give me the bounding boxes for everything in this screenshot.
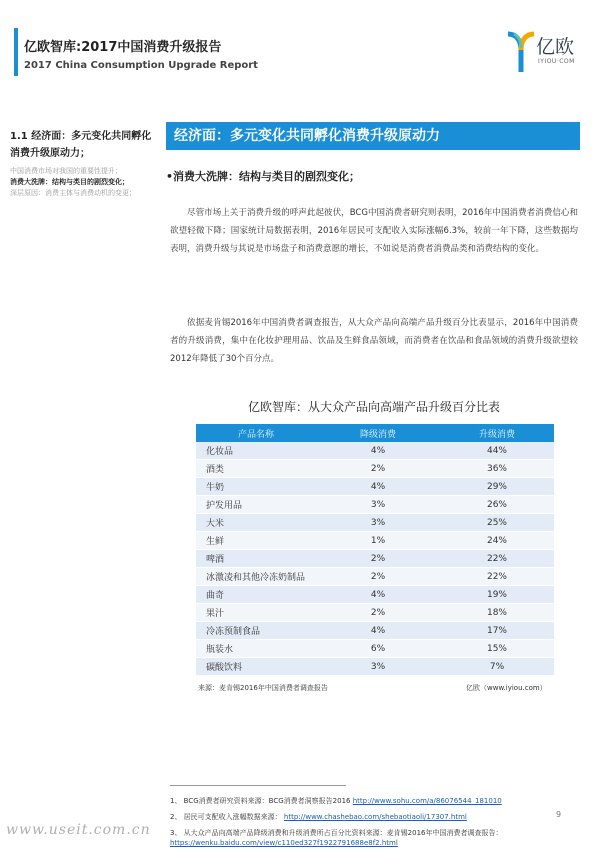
sidebar-item-importance: 中国消费市场对我国的重要性提升； [10, 167, 122, 175]
logo-mark-icon [506, 30, 536, 74]
cell-product: 曲奇 [196, 586, 316, 604]
cell-product: 冰激凌和其他冷冻奶制品 [196, 568, 316, 586]
table-row [196, 568, 554, 586]
cell-upgrade: 18% [440, 604, 554, 622]
cell-upgrade: 22% [440, 568, 554, 586]
table-row [196, 460, 554, 478]
table-row [196, 586, 554, 604]
cell-upgrade: 19% [440, 586, 554, 604]
sidebar-item-root-cause: 深层原因：消费主体与消费动机的变更； [10, 189, 136, 197]
footnote-2 [170, 812, 467, 822]
iyiou-logo [506, 30, 586, 74]
sidebar-heading-line2: 消费升级原动力； [10, 148, 90, 159]
table-row [196, 658, 554, 676]
table-row [196, 640, 554, 658]
cell-downgrade: 3% [316, 514, 440, 532]
section-banner: 经济面：多元变化共同孵化消费升级原动力 [166, 122, 580, 150]
paragraph-2: 依据麦肯锡2016年中国消费者调查报告，从大众产品向高端产品升级百分比表显示，2016年中国消费者的升级消费，集中在化妆护理用品、饮品及生鲜食品领域，而消费者在饮品和食品领域的消费升级欲望较2012年降低了30个百分点。 [170, 318, 578, 364]
table-row [196, 442, 554, 460]
cell-product: 大米 [196, 514, 316, 532]
watermark: www.useit.com.cn [6, 822, 151, 838]
sidebar-item-reshuffle: 消费大洗牌：结构与类目的剧烈变化； [10, 178, 129, 186]
paragraph-1: 尽管市场上关于消费升级的呼声此起彼伏，BCG中国消费者研究则表明，2016年中国消费者消费信心和欲望轻微下降；国家统计局数据表明，2016年居民可支配收入实际涨幅6.3%，较前一年下降，这些数据均表明，消费升级与其说是市场盘子和消费意愿的增长，不如说是消费者消费品类和消费结构的变化。 [170, 208, 578, 254]
table-header-row [196, 424, 554, 442]
footnote-3-text: 3、 从大众产品向高端产品降级消费和升级消费所占百分比资料来源：麦肯锡2016年中国消费者调查报告： [170, 829, 503, 837]
cell-product: 碳酸饮料 [196, 658, 316, 676]
cell-upgrade: 25% [440, 514, 554, 532]
header-accent-bar [14, 28, 18, 76]
cell-downgrade: 1% [316, 532, 440, 550]
cell-upgrade: 26% [440, 496, 554, 514]
cell-product: 牛奶 [196, 478, 316, 496]
logo-subtext: IYIOU·COM [538, 58, 575, 65]
sidebar-heading-line1: 1.1 经济面：多元变化共同孵化 [10, 131, 152, 142]
header-product: 产品名称 [196, 424, 316, 442]
table-row [196, 532, 554, 550]
footnote-divider [170, 785, 346, 786]
header-downgrade: 降级消费 [316, 424, 440, 442]
cell-product: 酒类 [196, 460, 316, 478]
cell-product: 生鲜 [196, 532, 316, 550]
header-upgrade: 升级消费 [440, 424, 554, 442]
cell-downgrade: 2% [316, 568, 440, 586]
cell-downgrade: 4% [316, 622, 440, 640]
cell-upgrade: 44% [440, 442, 554, 460]
footnote-3 [170, 828, 503, 848]
page-number: 9 [556, 810, 562, 819]
table-source: 来源：麦肯锡2016年中国消费者调查报告 [198, 684, 328, 692]
cell-downgrade: 3% [316, 496, 440, 514]
footnote-1-link[interactable]: http://www.sohu.com/a/86076544_181010 [352, 797, 502, 805]
cell-downgrade: 2% [316, 460, 440, 478]
cell-downgrade: 4% [316, 478, 440, 496]
cell-product: 冷冻预制食品 [196, 622, 316, 640]
footnote-2-link[interactable]: http://www.chashebao.com/shebaotiaoli/17307.html [283, 813, 467, 821]
cell-upgrade: 22% [440, 550, 554, 568]
table-title: 亿欧智库：从大众产品向高端产品升级百分比表 [247, 400, 500, 414]
logo-text: 亿欧 [536, 36, 575, 58]
cell-upgrade: 36% [440, 460, 554, 478]
section-subheading: •消费大洗牌：结构与类目的剧烈变化； [166, 170, 361, 183]
footnote-1 [170, 796, 502, 806]
table-brand: 亿欧（www.iyiou.com） [466, 684, 547, 692]
cell-upgrade: 29% [440, 478, 554, 496]
table-row [196, 622, 554, 640]
cell-downgrade: 3% [316, 658, 440, 676]
cell-downgrade: 2% [316, 604, 440, 622]
footnote-1-text: 1、 BCG消费者研究资料来源：BCG消费者洞察报告2016 [170, 797, 353, 805]
cell-product: 化妆品 [196, 442, 316, 460]
footnote-2-text: 2、 居民可支配收入涨幅数据来源： [170, 813, 284, 821]
cell-upgrade: 24% [440, 532, 554, 550]
cell-upgrade: 7% [440, 658, 554, 676]
sidebar-outline [10, 128, 160, 199]
cell-upgrade: 15% [440, 640, 554, 658]
report-title: 亿欧智库:2017中国消费升级报告 [24, 40, 222, 55]
table-row [196, 514, 554, 532]
cell-product: 果汁 [196, 604, 316, 622]
table-row [196, 550, 554, 568]
cell-product: 瓶装水 [196, 640, 316, 658]
footnote-3-link[interactable]: https://wenku.baidu.com/view/c110ed327f1922791688e8f2.html [170, 839, 398, 847]
cell-downgrade: 4% [316, 442, 440, 460]
upgrade-percentage-table [196, 424, 554, 676]
cell-product: 护发用品 [196, 496, 316, 514]
report-subtitle: 2017 China Consumption Upgrade Report [24, 60, 258, 71]
cell-downgrade: 2% [316, 550, 440, 568]
cell-upgrade: 17% [440, 622, 554, 640]
table-row [196, 478, 554, 496]
cell-downgrade: 6% [316, 640, 440, 658]
cell-product: 啤酒 [196, 550, 316, 568]
cell-downgrade: 4% [316, 586, 440, 604]
table-row [196, 496, 554, 514]
table-row [196, 604, 554, 622]
